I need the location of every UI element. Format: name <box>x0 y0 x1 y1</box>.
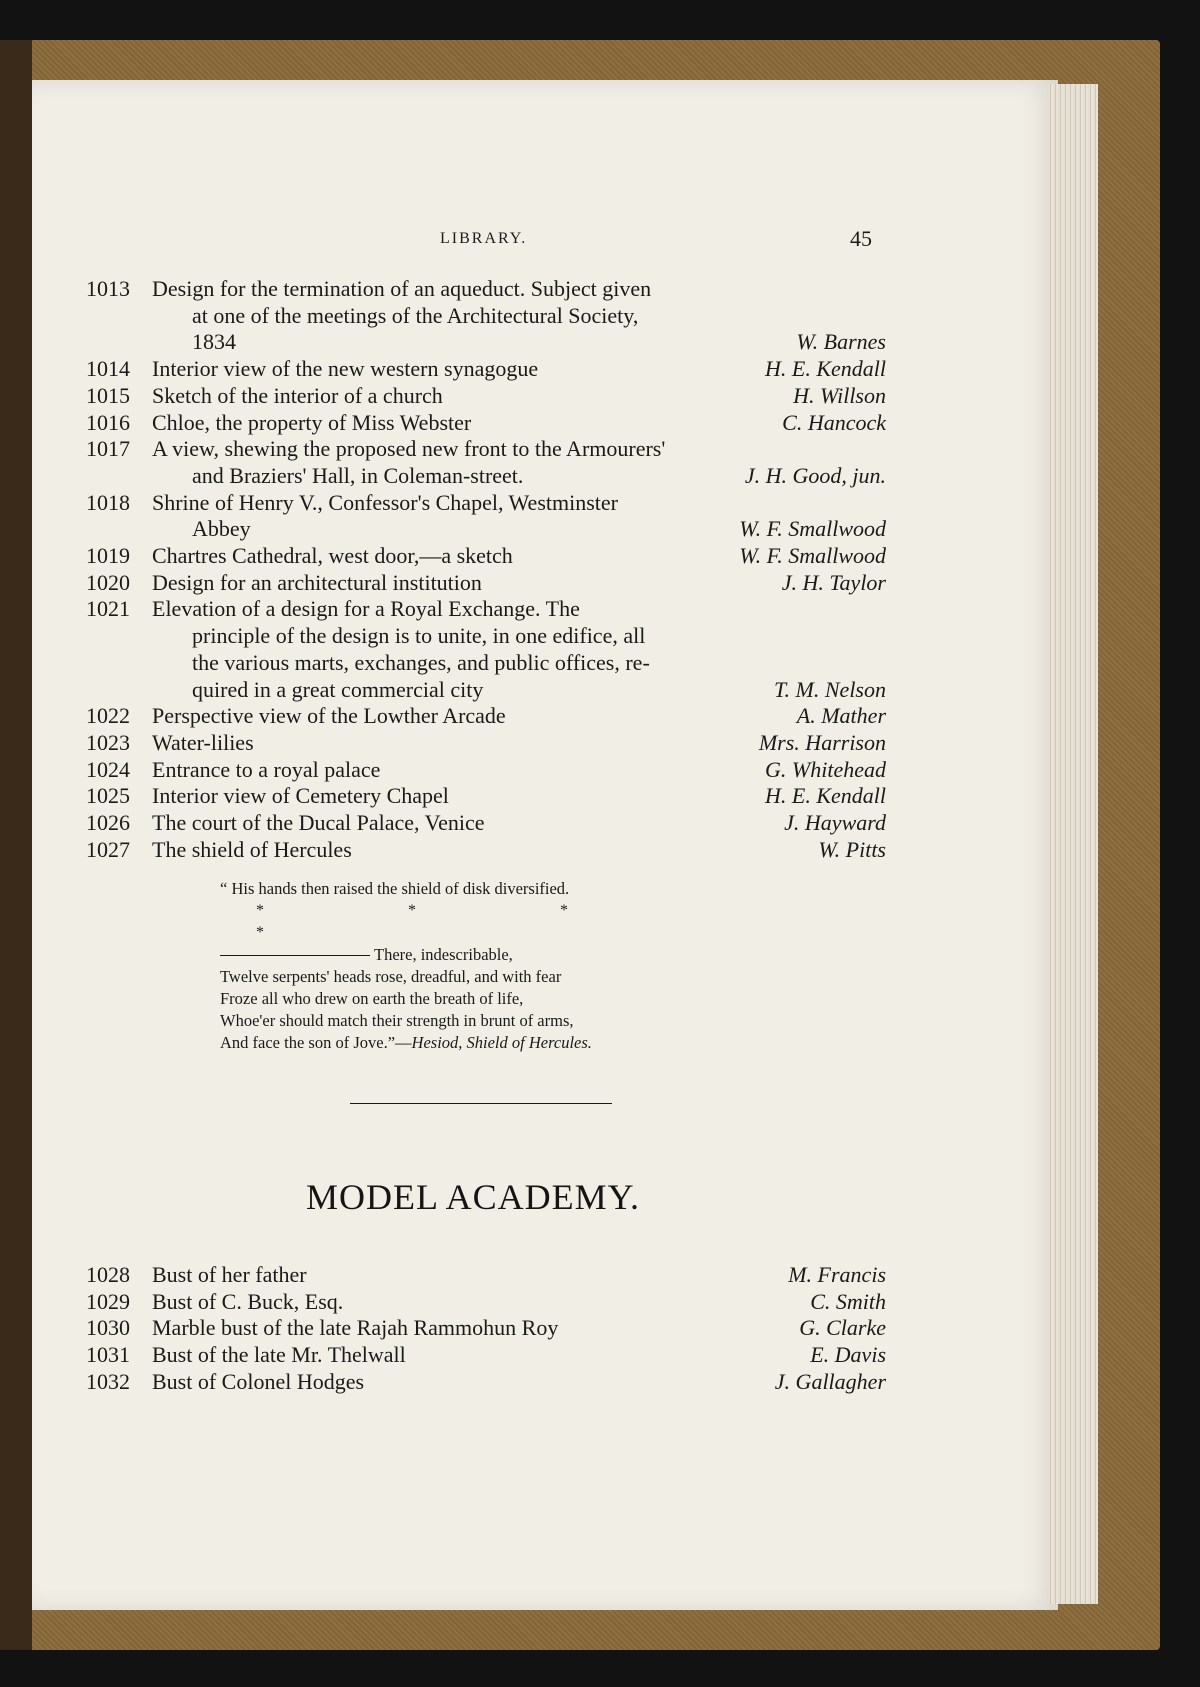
catalogue-entry <box>86 596 886 703</box>
entry-artist: J. H. Good, jun. <box>744 462 886 488</box>
entry-number: 1023 <box>86 729 130 755</box>
entry-number: 1026 <box>86 810 130 836</box>
entry-number: 1020 <box>86 569 130 595</box>
catalogue-entry <box>86 383 886 410</box>
entry-artist: E. Davis <box>810 1342 886 1368</box>
catalogue-entry <box>86 1369 886 1396</box>
catalogue-entry <box>86 490 886 543</box>
quote-line-6 <box>220 1032 740 1054</box>
entry-number: 1021 <box>86 596 130 622</box>
entry-artist: H. E. Kendall <box>765 356 886 382</box>
entry-title-line: Chloe, the property of Miss Webster <box>152 409 472 435</box>
entry-artist: J. Hayward <box>784 810 886 836</box>
entry-title-line: Bust of C. Buck, Esq. <box>152 1288 344 1314</box>
entry-artist: Mrs. Harrison <box>758 729 886 755</box>
model-academy-entries <box>86 1262 886 1396</box>
entry-title-line: Interior view of the new western synagogue <box>152 356 539 382</box>
entry-title-line: The shield of Hercules <box>152 836 352 862</box>
entry-artist: G. Clarke <box>799 1315 886 1341</box>
entry-number: 1029 <box>86 1288 130 1314</box>
entry-number: 1027 <box>86 836 130 862</box>
quote-line-2-text: There, indescribable, <box>374 945 513 964</box>
catalogue-entry <box>86 356 886 383</box>
section-title: MODEL ACADEMY. <box>306 1177 641 1217</box>
entry-number: 1025 <box>86 783 130 809</box>
catalogue-entry <box>86 276 886 356</box>
entry-title-line: Design for an architectural institution <box>152 569 482 595</box>
quote-line-6-text: And face the son of Jove.”— <box>220 1033 412 1052</box>
entry-number: 1032 <box>86 1368 130 1394</box>
page-number: 45 <box>850 226 872 251</box>
entry-number: 1016 <box>86 409 130 435</box>
catalogue-entry <box>86 783 886 810</box>
entry-artist: M. Francis <box>788 1262 886 1287</box>
entry-number: 1024 <box>86 756 130 782</box>
entry-artist: A. Mather <box>796 703 886 729</box>
catalogue-entry <box>86 1262 886 1289</box>
entry-title-line: the various marts, exchanges, and public offices, re- <box>192 649 650 675</box>
entry-artist: W. F. Smallwood <box>739 516 886 542</box>
catalogue-entry <box>86 436 886 489</box>
entry-artist: H. E. Kendall <box>765 783 886 809</box>
entry-number: 1015 <box>86 382 130 408</box>
entry-title-line: Sketch of the interior of a church <box>152 382 443 408</box>
quote-citation: Hesiod, Shield of Hercules. <box>411 1033 592 1052</box>
entry-title-line: 1834 <box>192 329 236 355</box>
entry-artist: C. Smith <box>810 1288 886 1314</box>
entry-number: 1031 <box>86 1342 130 1368</box>
entry-title-line: Water-lilies <box>152 729 254 755</box>
entry-title-line: Marble bust of the late Rajah Rammohun Roy <box>152 1315 559 1341</box>
catalogue-entry <box>86 1289 886 1316</box>
entry-artist: C. Hancock <box>782 409 886 435</box>
entry-number: 1017 <box>86 436 130 462</box>
entry-title-line: quired in a great commercial city <box>192 676 484 702</box>
entry-artist: G. Whitehead <box>765 756 886 782</box>
entry-number: 1013 <box>86 276 130 301</box>
entry-title-line: at one of the meetings of the Architectural Society, <box>192 302 639 328</box>
catalogue-entry <box>86 810 886 837</box>
hesiod-quote <box>220 878 740 1054</box>
entry-title-line: Bust of the late Mr. Thelwall <box>152 1342 406 1368</box>
entry-artist: W. F. Smallwood <box>739 543 886 569</box>
entry-title-line: Bust of Colonel Hodges <box>152 1368 365 1394</box>
entry-artist: W. Barnes <box>796 329 886 355</box>
quote-line-3: Twelve serpents' heads rose, dreadful, and with fear <box>220 967 562 986</box>
catalogue-entry <box>86 730 886 757</box>
catalogue-entry <box>86 543 886 570</box>
entry-artist: H. Willson <box>793 382 886 408</box>
catalogue-entry <box>86 757 886 784</box>
entry-title-line: Bust of her father <box>152 1262 307 1287</box>
quote-stars: * * * * <box>256 902 638 941</box>
entry-title-line: Entrance to a royal palace <box>152 756 381 782</box>
entry-artist: W. Pitts <box>818 836 886 862</box>
entry-title-line: Interior view of Cemetery Chapel <box>152 783 449 809</box>
entry-title-line: principle of the design is to unite, in one edifice, all <box>192 623 646 649</box>
entry-title-line: A view, shewing the proposed new front to the Armourers' <box>152 436 666 462</box>
entry-title-line: and Braziers' Hall, in Coleman-street. <box>192 462 524 488</box>
entry-artist: J. Gallagher <box>774 1368 886 1394</box>
entry-artist: T. M. Nelson <box>773 676 886 702</box>
catalogue-entry <box>86 703 886 730</box>
quote-line-2 <box>220 944 740 966</box>
quote-line-5: Whoe'er should match their strength in brunt of arms, <box>220 1011 574 1030</box>
entry-title-line: Shrine of Henry V., Confessor's Chapel, Westminster <box>152 489 618 515</box>
section-divider <box>350 1103 612 1104</box>
entry-title-line: Abbey <box>192 516 251 542</box>
entry-number: 1018 <box>86 489 130 515</box>
catalogue-entry <box>86 1342 886 1369</box>
entry-number: 1014 <box>86 356 130 382</box>
quote-line-4: Froze all who drew on earth the breath of life, <box>220 989 524 1008</box>
book-spine <box>0 40 32 1650</box>
quote-lead-line <box>220 955 370 956</box>
quote-line-1: “ His hands then raised the shield of disk diversified. <box>220 879 570 898</box>
running-head: LIBRARY. <box>440 230 528 247</box>
entry-title-line: Perspective view of the Lowther Arcade <box>152 703 506 729</box>
catalogue-entry <box>86 570 886 597</box>
entry-number: 1022 <box>86 703 130 729</box>
catalogue-entry <box>86 837 886 864</box>
library-entries <box>86 276 886 863</box>
catalogue-entry <box>86 1315 886 1342</box>
entry-title-line: Chartres Cathedral, west door,—a sketch <box>152 543 513 569</box>
entry-title-line: Elevation of a design for a Royal Exchange. The <box>152 596 580 622</box>
entry-title-line: Design for the termination of an aqueduct. Subject given <box>152 276 652 301</box>
page-edges <box>1048 84 1098 1604</box>
entry-artist: J. H. Taylor <box>781 569 886 595</box>
catalogue-entry <box>86 410 886 437</box>
entry-title-line: The court of the Ducal Palace, Venice <box>152 810 485 836</box>
entry-number: 1028 <box>86 1262 130 1287</box>
entry-number: 1019 <box>86 543 130 569</box>
entry-number: 1030 <box>86 1315 130 1341</box>
